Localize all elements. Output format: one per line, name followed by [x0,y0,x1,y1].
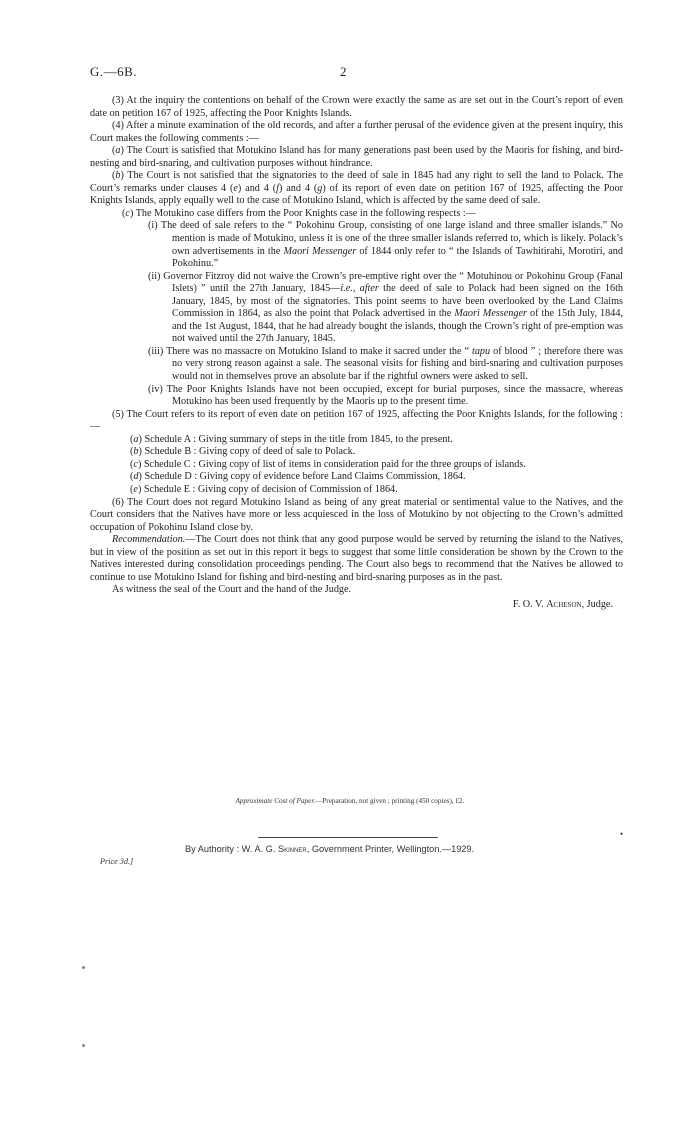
paragraph-text: of 1844 only refer to “ the Islands of Tawhitirahi, Morotiri, and Pokohinu.” [172,245,623,270]
paragraph [90,584,623,597]
paragraph-text: ) Schedule A : Giving summary of steps in the title from 1845, to the present. [138,433,453,445]
printer-authority [185,844,474,854]
paragraph [90,120,623,145]
italic-text: d [133,471,139,483]
document-reference: G.—6B. [90,64,138,79]
paragraph-text: (4) After a minute examination of the old records, and after a further perusal of the evidence given at the present inquiry, this Court makes the following comments :— [90,120,623,144]
paragraph [90,208,623,221]
paragraph-text: —The Court does not think that any good purpose would be served by returning the island to the Natives, but in view of the position as set out in this report it begs to suggest that some little consideration be shown by the Crown to the Natives interested during consolidation proceedings pending. The Court also begs to recommend that the Natives be allowed to continue to use Motukino Island for fishing and bird-nesting and bird-snaring purposes as in the past. [90,534,623,583]
paragraph [90,346,623,384]
paragraph-text: ( [122,207,126,219]
paragraph [90,497,623,535]
printer-surname: Skinner [277,844,307,854]
italic-text: b [115,170,121,182]
paragraph-list [90,95,623,597]
paragraph-text: (iv) The Poor Knights Islands have not been occupied, except for burial purposes, since the massacre, whereas Motukino has been used frequently by the Maoris up to the present time. [148,383,623,408]
italic-text: Maori Messenger [283,245,357,257]
italic-text: b [133,446,139,458]
document-body [90,95,623,611]
italic-text: tapu [472,345,491,357]
paragraph-text: ( [130,483,134,495]
paragraph [90,434,623,447]
paragraph-text: (iii) There was no massacre on Motukino Island to make it sacred under the “ [148,345,472,357]
paragraph-text: (3) At the inquiry the contentions on behalf of the Crown were exactly the same as are set out in the Court’s report of even date on petition 167 of 1925, affecting the Poor Knights Islands. [90,95,623,119]
signature-line [90,599,623,612]
paragraph-text: ) Schedule D : Giving copy of evidence before Land Claims Commission, 1864. [138,471,466,483]
paragraph-text: ) The Court is not satisfied that the signatories to the deed of sale in 1845 had any right to sell the land to Polack. The Court’s remarks under clauses 4 ( [90,170,623,194]
italic-text: f [276,182,279,194]
scan-speck [82,1044,85,1047]
paragraph [90,170,623,208]
footer-rule [258,837,438,838]
price-note: Price 3d.] [100,857,134,866]
authority-prefix: By Authority : W. A. G. [185,844,278,854]
italic-text: i.e., after [340,283,379,295]
paragraph [90,220,623,270]
italic-text: Maori Messenger [454,308,527,320]
paragraph-text: ( [130,458,134,470]
italic-text: a [115,145,121,157]
paragraph [90,271,623,346]
paragraph-text: the deed of sale to Polack had been signed on the 16th January, 1845, by most of the signatories. This point seems to have been overlooked by the Land Claims Commission in 1864, as also the point that Polack advertised in the [172,283,623,320]
paragraph-text: ( [130,433,134,445]
paragraph [90,459,623,472]
paragraph-text: ) The Court is satisfied that Motukino Island has for many generations past been used by the Maoris for fishing, and bird-nesting and bird-snaring, and cultivation purposes without hindrance. [90,145,623,169]
paragraph [90,534,623,584]
paragraph-text: of blood ” ; therefore there was no very strong reason against a sale. The seasonal visits for fishing and bird-snaring and cultivation purposes would not in themselves prove an absolute bar if the rightful owners were asked to sell. [172,345,623,383]
italic-text: c [125,207,130,219]
paragraph-text: ) of its report of even date on petition 167 of 1925, affecting the Poor Knights Islands, apply equally well to the case of Motukino Island, which is affected by the same deed of sale. [90,182,624,207]
authority-rest: , Government Printer, Wellington.—1929. [306,844,475,854]
cost-details: —Preparation, not given ; printing (450 copies), £2. [315,797,465,805]
paragraph-text: (i) The deed of sale refers to the “ Pokohinu Group, consisting of one large island and three smaller islands.” No mention is made of Motukino, unless it is one of the three smaller islands referred to, which is likely. Polack’s own advertisements in the [148,220,623,257]
italic-text: a [133,433,139,445]
italic-text: e [133,483,138,495]
paragraph [90,95,623,120]
paragraph-text: ) Schedule E : Giving copy of decision of Commission of 1864. [137,483,398,495]
paragraph [90,446,623,459]
paragraph-text: (6) The Court does not regard Motukino Island as being of any great material or sentimental value to the Natives, and the Court considers that the Natives have more or less acquiesced in the loss of Motukino by not objecting to the Crown’s admitted occupation of Pokohinu Island close by. [90,496,623,533]
paragraph [90,471,623,484]
italic-text: Recommendation. [112,534,186,546]
italic-text: g [317,182,323,194]
paragraph [90,145,623,170]
cost-label: Approximate Cost of Paper. [235,797,316,805]
signature-name-prefix: F. O. V. [512,598,547,610]
paragraph-text: As witness the seal of the Court and the hand of the Judge. [112,584,352,596]
paragraph-text: ) The Motukino case differs from the Poor Knights case in the following respects :— [129,207,476,219]
paragraph-text: (ii) Governor Fitzroy did not waive the Crown’s pre-emptive right over the “ Motuhinou or Pokohinu Group (Fanal Islets) ” until the 27th January, 1845— [148,270,623,295]
paragraph-text: ( [130,471,134,483]
paragraph-text: ( [130,446,134,458]
paragraph-text: of the 15th July, 1844, and the 1st August, 1844, that he had already bought the islands, though the Crown’s right of pre-emption was not waived until the 27th January, 1845. [172,308,623,345]
signature-surname: Acheson [546,598,582,610]
scan-speck [82,966,85,969]
paragraph-text: ) and 4 ( [237,182,277,194]
paragraph-text: ( [112,145,116,157]
italic-text: c [133,458,138,470]
margin-mark: • [620,829,624,839]
paragraph-text: ) Schedule C : Giving copy of list of items in consideration paid for the three groups of islands. [137,458,526,470]
paragraph-text: ) Schedule B : Giving copy of deed of sale to Polack. [138,446,356,458]
paragraph-text: ) and 4 ( [279,182,318,194]
paragraph [90,409,623,434]
signature-title: , Judge. [581,598,613,610]
paragraph [90,384,623,409]
italic-text: e [233,182,238,194]
paragraph [90,484,623,497]
cost-of-paper-note [0,797,700,805]
paragraph-text: (5) The Court refers to its report of even date on petition 167 of 1925, affecting the Poor Knights Islands, for the following :— [90,408,623,433]
page-number: 2 [340,64,347,79]
paragraph-text: ( [112,170,116,182]
